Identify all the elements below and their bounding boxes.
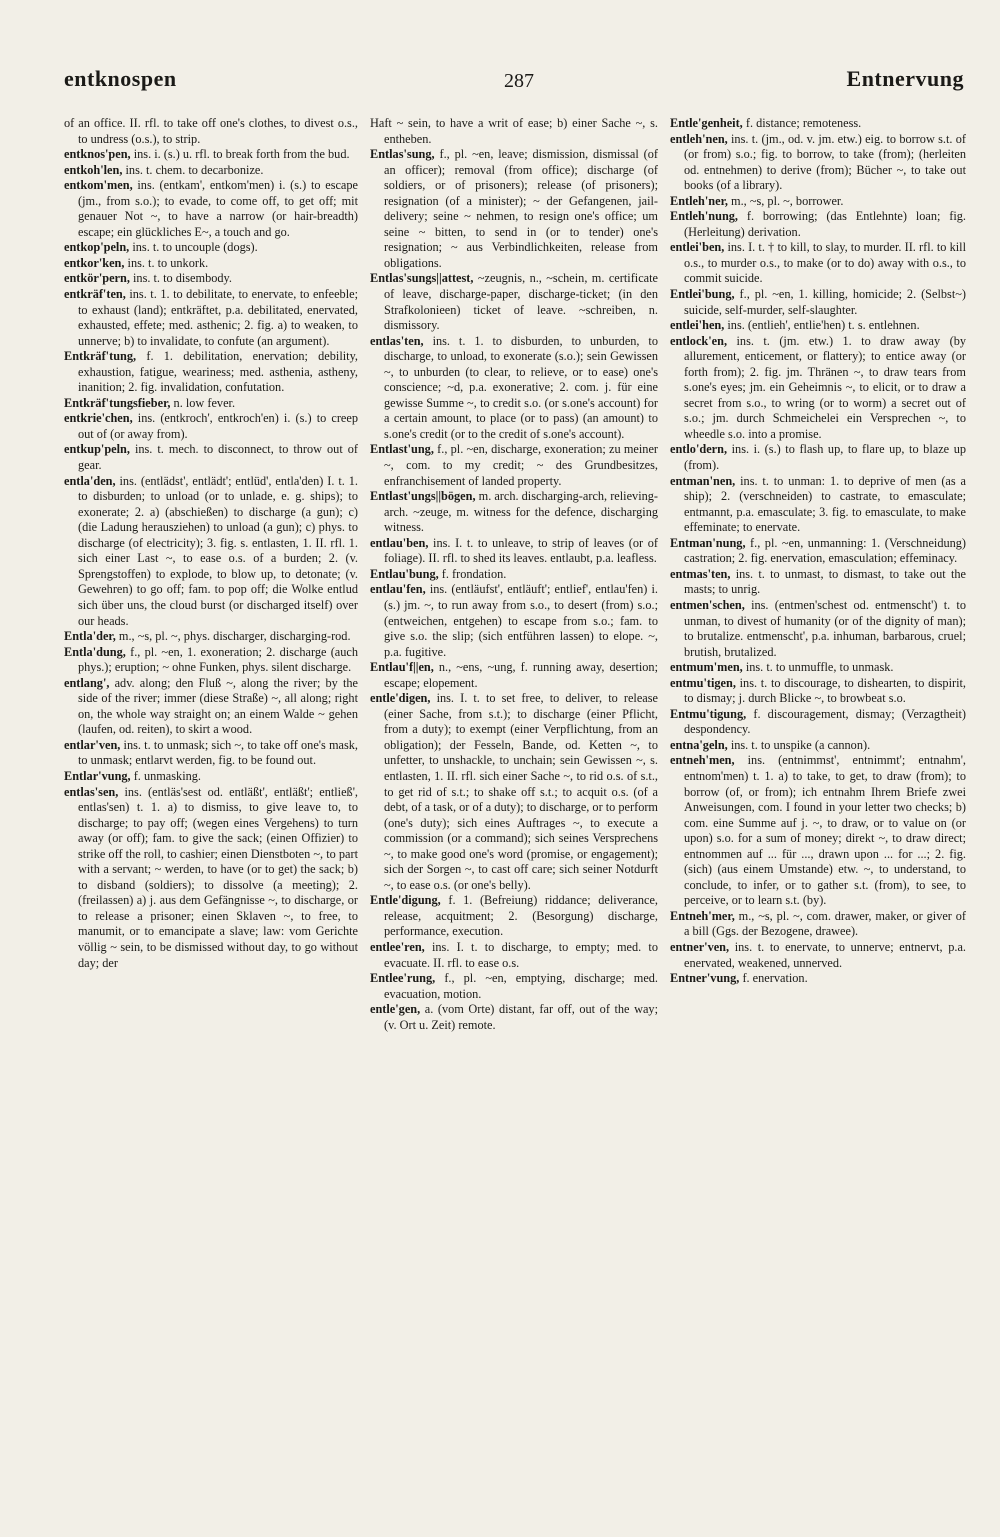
dictionary-entry [670, 940, 966, 971]
entry-headword: Entneh'mer, [670, 908, 735, 923]
dictionary-entry [670, 116, 966, 132]
entry-headword: entlock'en, [670, 333, 728, 348]
entry-headword: entkoh'len, [64, 162, 123, 177]
entry-definition: ins. t. to unman: 1. to deprive of men (as a ship); 2. (verschneiden) to castrate, to emasculate; entmannt, p.a. emasculate; 3. fig. to emasculate, to make effeminate; to enervate. [684, 473, 966, 535]
entry-definition: m., ~s, pl. ~, com. drawer, maker, or giver of a bill (Ggs. der Bezogene, drawee). [684, 908, 966, 939]
entry-headword: entle'gen, [370, 1002, 421, 1017]
entry-definition: ins. I. t. † to kill, to slay, to murder. II. rfl. to kill o.s., to murder o.s., to make (or to do) away with o.s., to commit suicide. [684, 240, 966, 286]
entry-headword: entkrie'chen, [64, 411, 133, 426]
entry-headword: entknos'pen, [64, 147, 131, 162]
entry-definition: f. frondation. [441, 566, 507, 581]
entry-definition: m., ~s, pl. ~, borrower. [731, 193, 844, 208]
entry-headword: entlo'dern, [670, 442, 728, 457]
dictionary-entry [64, 474, 358, 629]
dictionary-entry [370, 442, 658, 489]
entry-definition: f., pl. ~en, discharge, exoneration; zu meiner ~, com. to my credit; ~ des Grundbesitzes, enfranchisement of landed property. [384, 442, 658, 488]
right-guide-word: Entnervung [846, 66, 964, 91]
entry-headword: entkräf'ten, [64, 287, 126, 302]
entry-headword: entlas'ten, [370, 333, 424, 348]
dictionary-entry [64, 240, 358, 256]
dictionary-entry [670, 753, 966, 908]
entry-definition: ins. (entkroch', entkroch'en) i. (s.) to creep out of (or away from). [78, 411, 358, 441]
entry-headword: entle'digen, [370, 691, 431, 706]
column-right [670, 116, 966, 1496]
dictionary-entry [64, 178, 358, 240]
entry-headword: entlei'ben, [670, 240, 725, 255]
entry-headword: entlang', [64, 675, 110, 690]
entry-definition: ins. t. to unkork. [127, 255, 209, 270]
entry-definition: ins. (entlädst', entlädt'; entlüd', entla'den) I. t. 1. to disburden; to unload (or to unlade, e. g. ships); to exonerate; 2. a) (abschießen) to discharge (a gun); c) (die Ladung herausziehen) to unload (a gun); c) phys. to discharge (of electricity); 3. fig. s. entlasten, 1. II. rfl. 1. sich einer Last ~, to ease o.s. of a burden; 2. (v. Sprengstoffen) to explode, to blow up, to detonate; (v. Gewehren) to go off; fam. to pop off; die Wolke entlud sich über uns, the cloud burst (or discharged itself) over our heads. [78, 473, 358, 628]
entry-definition: f. discouragement, dismay; (Verzagtheit) despondency. [684, 706, 966, 737]
entry-headword: entlau'fen, [370, 582, 426, 597]
entry-definition: m., ~s, pl. ~, phys. discharger, discharging-rod. [118, 629, 351, 644]
entry-headword: Entlar'vung, [64, 768, 131, 783]
column-middle [370, 116, 658, 1496]
entry-headword: entkop'peln, [64, 240, 130, 255]
dictionary-entry [64, 785, 358, 972]
entry-definition: ins. (entläufst', entläuft'; entlief', entlau'fen) i. (s.) jm. ~, to run away from s.o., to desert (from) s.o.; (entweichen, entgehen) to escape from s.o.; fam. to give s.o. the slip; (sich entführen lassen) to elope. ~, p.a. fugitive. [384, 582, 658, 659]
entry-definition: ins. (entlieh', entlie'hen) t. s. entlehnen. [727, 318, 920, 333]
entry-headword: Entle'digung, [370, 893, 441, 908]
entry-definition: f. unmasking. [133, 768, 201, 783]
entry-definition: f. 1. (Befreiung) riddance; deliverance, release, acquitment; 2. (Besorgung) discharge, performance, execution. [384, 893, 658, 939]
entry-headword: Entlast'ungs||bögen, [370, 489, 476, 504]
dictionary-entry [370, 893, 658, 940]
dictionary-entry [670, 240, 966, 287]
entry-headword: entneh'men, [670, 753, 735, 768]
dictionary-entry [370, 116, 658, 147]
entry-headword: entlas'sen, [64, 784, 119, 799]
entry-definition: ins. (entmen'schest od. entmenscht') t. to unman, to divest of humanity (or of the dignity of man); to brutalize. entmenscht', p.a. inhuman, barbarous, cruel; brutish, brutalized. [684, 597, 966, 659]
entry-definition: ins. t. (jm., od. v. jm. etw.) eig. to borrow s.t. of (or from) s.o.; fig. to borrow, to take (from); (herleiten od. entnehmen) to derive (from); Bücher ~, to take out books (of a library). [684, 131, 966, 193]
entry-headword: entkom'men, [64, 178, 133, 193]
dictionary-entry [670, 132, 966, 194]
dictionary-entry [64, 738, 358, 769]
dictionary-entry [670, 287, 966, 318]
dictionary-entry [370, 940, 658, 971]
column-left [64, 116, 358, 1496]
entry-headword: Entla'der, [64, 629, 116, 644]
entry-definition: ins. t. mech. to disconnect, to throw out of gear. [78, 442, 358, 473]
dictionary-entry [64, 629, 358, 645]
entry-definition: f. borrowing; (das Entlehnte) loan; fig. (Herleitung) derivation. [684, 209, 966, 239]
entry-headword: Entleh'ner, [670, 193, 728, 208]
dictionary-entry [64, 442, 358, 473]
entry-definition: ins. i. (s.) to flash up, to flare up, to blaze up (from). [684, 442, 966, 473]
entry-headword: Entlau'f||en, [370, 660, 434, 675]
dictionary-entry [670, 318, 966, 334]
entry-definition: ins. I. t. to discharge, to empty; med. to evacuate. II. rfl. to ease o.s. [384, 939, 658, 970]
entry-definition: ins. t. to unmuffle, to unmask. [745, 660, 894, 675]
dictionary-entry [64, 349, 358, 396]
entry-definition: ins. I. t. to unleave, to strip of leaves (or of foliage). II. rfl. to shed its leaves. entlaubt, p.a. leafless. [384, 535, 658, 566]
page-number: 287 [504, 70, 534, 92]
entry-definition: f. distance; remoteness. [745, 116, 862, 130]
dictionary-entry [670, 707, 966, 738]
entry-definition: ins. I. t. to set free, to deliver, to release (einer Sache, from s.t.); to discharge (einer Pflicht, from a duty); to exempt (einer Verpflichtung, from an obligation); der Fesseln, Bande, od. Ketten ~, to unfetter, to unshackle, to unchain; sein Gewissen ~, s. entlasten, 1. II. rfl. sich einer Sache ~, to rid o.s. of s.t., to get rid of s.t.; to shake off s.t.; to acquit o.s. (of a debt, of a task, or of a duty); to discharge, or to perform (one's duty); sich eines Auftrages ~, to execute a commission (or a command); sich seines Versprechens ~, to make good one's word (promise, or engagement); sich der Sorgen ~, to cast off care; sich seiner Notdurft ~, to ease o.s. (or one's belly). [384, 691, 658, 892]
dictionary-entry [670, 334, 966, 443]
dictionary-entry [64, 147, 358, 163]
entry-definition: f. 1. debilitation, enervation; debility, exhaustion, fatigue, weariness; med. asthenia, astheny, inanition; 2. fig. invalidation, confutation. [78, 349, 358, 395]
entry-definition: ins. (entkam', entkom'men) i. (s.) to escape (jm., from s.o.); to evade, to come off, to get off; mit genauer Not ~, to have a narrow (or hair-breadth) escape; ein glückliches E~, a touch and go. [78, 178, 358, 239]
dictionary-entry [370, 582, 658, 660]
entry-headword: Entlei'bung, [670, 287, 735, 302]
entry-headword: entmum'men, [670, 660, 743, 675]
dictionary-entry [670, 209, 966, 240]
entry-headword: Entlas'sungs||attest, [370, 271, 474, 286]
entry-headword: entlee'ren, [370, 939, 425, 954]
dictionary-entry [670, 738, 966, 754]
dictionary-entry [64, 116, 358, 147]
entry-definition: n., ~ens, ~ung, f. running away, desertion; escape; elopement. [384, 660, 658, 690]
dictionary-entry [370, 271, 658, 333]
dictionary-entry [370, 691, 658, 893]
dictionary-entry [370, 536, 658, 567]
dictionary-entry [64, 769, 358, 785]
left-guide-word: entknospen [64, 66, 177, 91]
entry-headword: entmas'ten, [670, 566, 731, 581]
entry-headword: entla'den, [64, 473, 116, 488]
entry-headword: Entmu'tigung, [670, 706, 747, 721]
entry-headword: Entkräf'tung, [64, 349, 137, 364]
entry-definition: ins. (entnimmst', entnimmt'; entnahm', entnom'men) t. 1. a) to take, to get, to draw (from); to borrow (of, or from); ich entnahm Ihrem Briefe zwei Anweisungen, com. I found in your letter two checks; b) com. eine Summe auf j. ~, to draw, or to value on (or upon) s.o. for a sum of money; direkt ~, to draw direct; entnommen auf ... für ..., drawn upon ... for ...; 2. fig. (sich) (aus einem Umstande) etw. ~, to understand, to conclude, to infer, or to gather s.t. (from), to see, to perceive, or to learn s.t. (by). [684, 753, 966, 908]
dictionary-entry [370, 147, 658, 271]
dictionary-entry [670, 598, 966, 660]
entry-headword: entleh'nen, [670, 131, 728, 146]
entry-definition: f., pl. ~en, emptying, discharge; med. evacuation, motion. [384, 971, 658, 1001]
dictionary-entry [670, 909, 966, 940]
page-header [64, 66, 964, 102]
entry-headword: entkör'pern, [64, 271, 130, 286]
entry-headword: Entkräf'tungsfieber, [64, 395, 171, 410]
entry-definition: ins. (entläs'sest od. entläßt', entläßt'; entließ', entlas'sen) t. 1. a) to dismiss, to give leave to, to discharge; to pay off; (wegen eines Vergehens) to turn away (or off); fam. to give the sack; (einen Offizier) to strike off the roll, to cashier; einen Dienstboten ~, to part with a servant; ~ werden, to have (or to get) the sack; b) to disband (soldiers); to dissolve (a meeting); 2. (freilassen) a) j. aus dem Gefängnisse ~, to discharge, or to release a prisoner; einen Sklaven ~, to free, to manumit, or to emancipate a slave; law: vom Gerichte völlig ~ sein, to be dismissed without day, to go without day; der [78, 784, 358, 970]
dictionary-entry [370, 971, 658, 1002]
entry-definition: ins. t. to disembody. [133, 271, 232, 286]
entry-definition: Haft ~ sein, to have a writ of ease; b) einer Sache ~, s. entheben. [370, 116, 658, 146]
dictionary-entry [370, 334, 658, 443]
dictionary-entry [370, 489, 658, 536]
entry-headword: entkor'ken, [64, 255, 125, 270]
entry-headword: entna'geln, [670, 737, 728, 752]
entry-definition: ins. t. (jm. etw.) 1. to draw away (by allurement, enticement, or flattery); to entice away (or forth from); 2. fig. jm. Thränen ~, to draw tears from s.one's eyes; jm. ein Geheimnis ~, to elicit, or to draw a secret from s.o., to wring (or to worm) a secret out of s.o.; jm. durch Schmeichelei ein Versprechen ~, to wheedle s.o. into a promise. [684, 333, 966, 441]
entry-definition: f., pl. ~en, 1. exoneration; 2. discharge (auch phys.); eruption; ~ ohne Funken, phys. silent discharge. [78, 644, 358, 675]
entry-headword: Entleh'nung, [670, 209, 739, 224]
entry-headword: Entlas'sung, [370, 147, 435, 162]
entry-headword: entlei'hen, [670, 318, 725, 333]
dictionary-entry [670, 567, 966, 598]
entry-definition: ins. t. to uncouple (dogs). [132, 240, 258, 255]
entry-headword: entkup'peln, [64, 442, 130, 457]
dictionary-entry [670, 660, 966, 676]
dictionary-entry [370, 1002, 658, 1033]
entry-headword: entner'ven, [670, 939, 730, 954]
entry-headword: Entlee'rung, [370, 971, 436, 986]
entry-headword: entman'nen, [670, 473, 736, 488]
entry-definition: ins. t. to unmask; sich ~, to take off one's mask, to unmask; entlarvt werden, fig. to be found out. [78, 737, 358, 768]
dictionary-entry [64, 271, 358, 287]
entry-definition: ins. i. (s.) u. rfl. to break forth from the bud. [133, 147, 350, 162]
entry-definition: ins. t. to enervate, to unnerve; entnervt, p.a. enervated, weakened, unnerved. [684, 939, 966, 970]
entry-headword: entmu'tigen, [670, 675, 736, 690]
dictionary-entry [670, 442, 966, 473]
entry-definition: ins. t. to discourage, to dishearten, to dispirit, to dismay; j. durch Blicke ~, to browbeat s.o. [684, 675, 966, 706]
entry-definition: m. arch. discharging-arch, relieving-arch. ~zeuge, m. witness for the defence, discharging witness. [384, 489, 658, 535]
dictionary-entry [670, 536, 966, 567]
entry-headword: entlar'ven, [64, 737, 121, 752]
dictionary-entry [64, 676, 358, 738]
dictionary-entry [670, 676, 966, 707]
entry-definition: ins. t. 1. to disburden, to unburden, to discharge, to unload, to exonerate (s.o.); sein Gewissen ~, to unburden (to clear, to relieve, or to ease) one's conscience; ~d, p.a. exonerative; 2. com. j. für eine gewisse Summe ~, to credit s.o. (or s.one's account) for a certain amount, to place (or to pass) (an amount) to s.one's credit (or to the credit of s.one's account). [384, 333, 658, 441]
entry-definition: ins. t. to unspike (a cannon). [730, 737, 871, 752]
dictionary-entry [670, 194, 966, 210]
dictionary-entry [370, 660, 658, 691]
entry-headword: Entlau'bung, [370, 566, 439, 581]
dictionary-entry [64, 396, 358, 412]
dictionary-entry [64, 163, 358, 179]
dictionary-entry [64, 287, 358, 349]
entry-definition: f., pl. ~en, leave; dismission, dismissal (of an officer); removal (from office); discharge (of soldiers, or of prisoners); release (of prisoners); resignation (of a minister); ~ der Gefangenen, jail-delivery; seine ~ nehmen, to resign one's office; um seine ~ bitten, to send in (or to tender) one's resignation; ~ aus Verbindlichkeiten, release from obligations. [384, 147, 658, 270]
entry-headword: Entle'genheit, [670, 116, 743, 130]
dictionary-entry [64, 256, 358, 272]
entry-definition: f., pl. ~en, unmanning: 1. (Verschneidung) castration; 2. fig. enervation, emasculation; effeminacy. [684, 535, 966, 566]
dictionary-entry [670, 474, 966, 536]
entry-definition: f. enervation. [742, 971, 808, 986]
entry-definition: n. low fever. [173, 395, 236, 410]
entry-definition: f., pl. ~en, 1. killing, homicide; 2. (Selbst~) suicide, self-murder, self-slaughter. [684, 287, 966, 317]
entry-headword: Entman'nung, [670, 535, 746, 550]
entry-definition: ins. t. to unmast, to dismast, to take out the masts; to unrig. [684, 566, 966, 597]
entry-headword: entmen'schen, [670, 597, 745, 612]
entry-headword: Entner'vung, [670, 971, 740, 986]
entry-definition: ~zeugnis, n., ~schein, m. certificate of leave, discharge-paper, discharge-ticket; (in den Strafkolonieen) ticket of leave. ~schreiben, n. dismissory. [384, 271, 658, 333]
dictionary-entry [64, 645, 358, 676]
entry-definition: ins. t. chem. to decarbonize. [125, 162, 264, 177]
entry-definition: a. (vom Orte) distant, far off, out of the way; (v. Ort u. Zeit) remote. [384, 1002, 658, 1032]
dictionary-entry [64, 411, 358, 442]
entry-headword: Entlast'ung, [370, 442, 434, 457]
entry-definition: ins. t. 1. to debilitate, to enervate, to enfeeble; to exhaust (land); entkräftet, p.a. debilitated, enervated, exhausted, effete; med. asthenic; 2. fig. a) to weaken, to unnerve; b) to invalidate, to confute (an argument). [78, 287, 358, 348]
dictionary-entry [370, 567, 658, 583]
entry-headword: entlau'ben, [370, 535, 429, 550]
entry-definition: adv. along; den Fluß ~, along the river; by the side of the river; immer (diese Straße) ~, all along; right on, the whole way straight on; an einem Walde ~ gehen (laufen, od. reiten), to skirt a wood. [78, 675, 358, 737]
entry-headword: Entla'dung, [64, 644, 126, 659]
entry-definition: of an office. II. rfl. to take off one's clothes, to divest o.s., to undress (o.s.), to strip. [64, 116, 358, 146]
dictionary-entry [670, 971, 966, 987]
